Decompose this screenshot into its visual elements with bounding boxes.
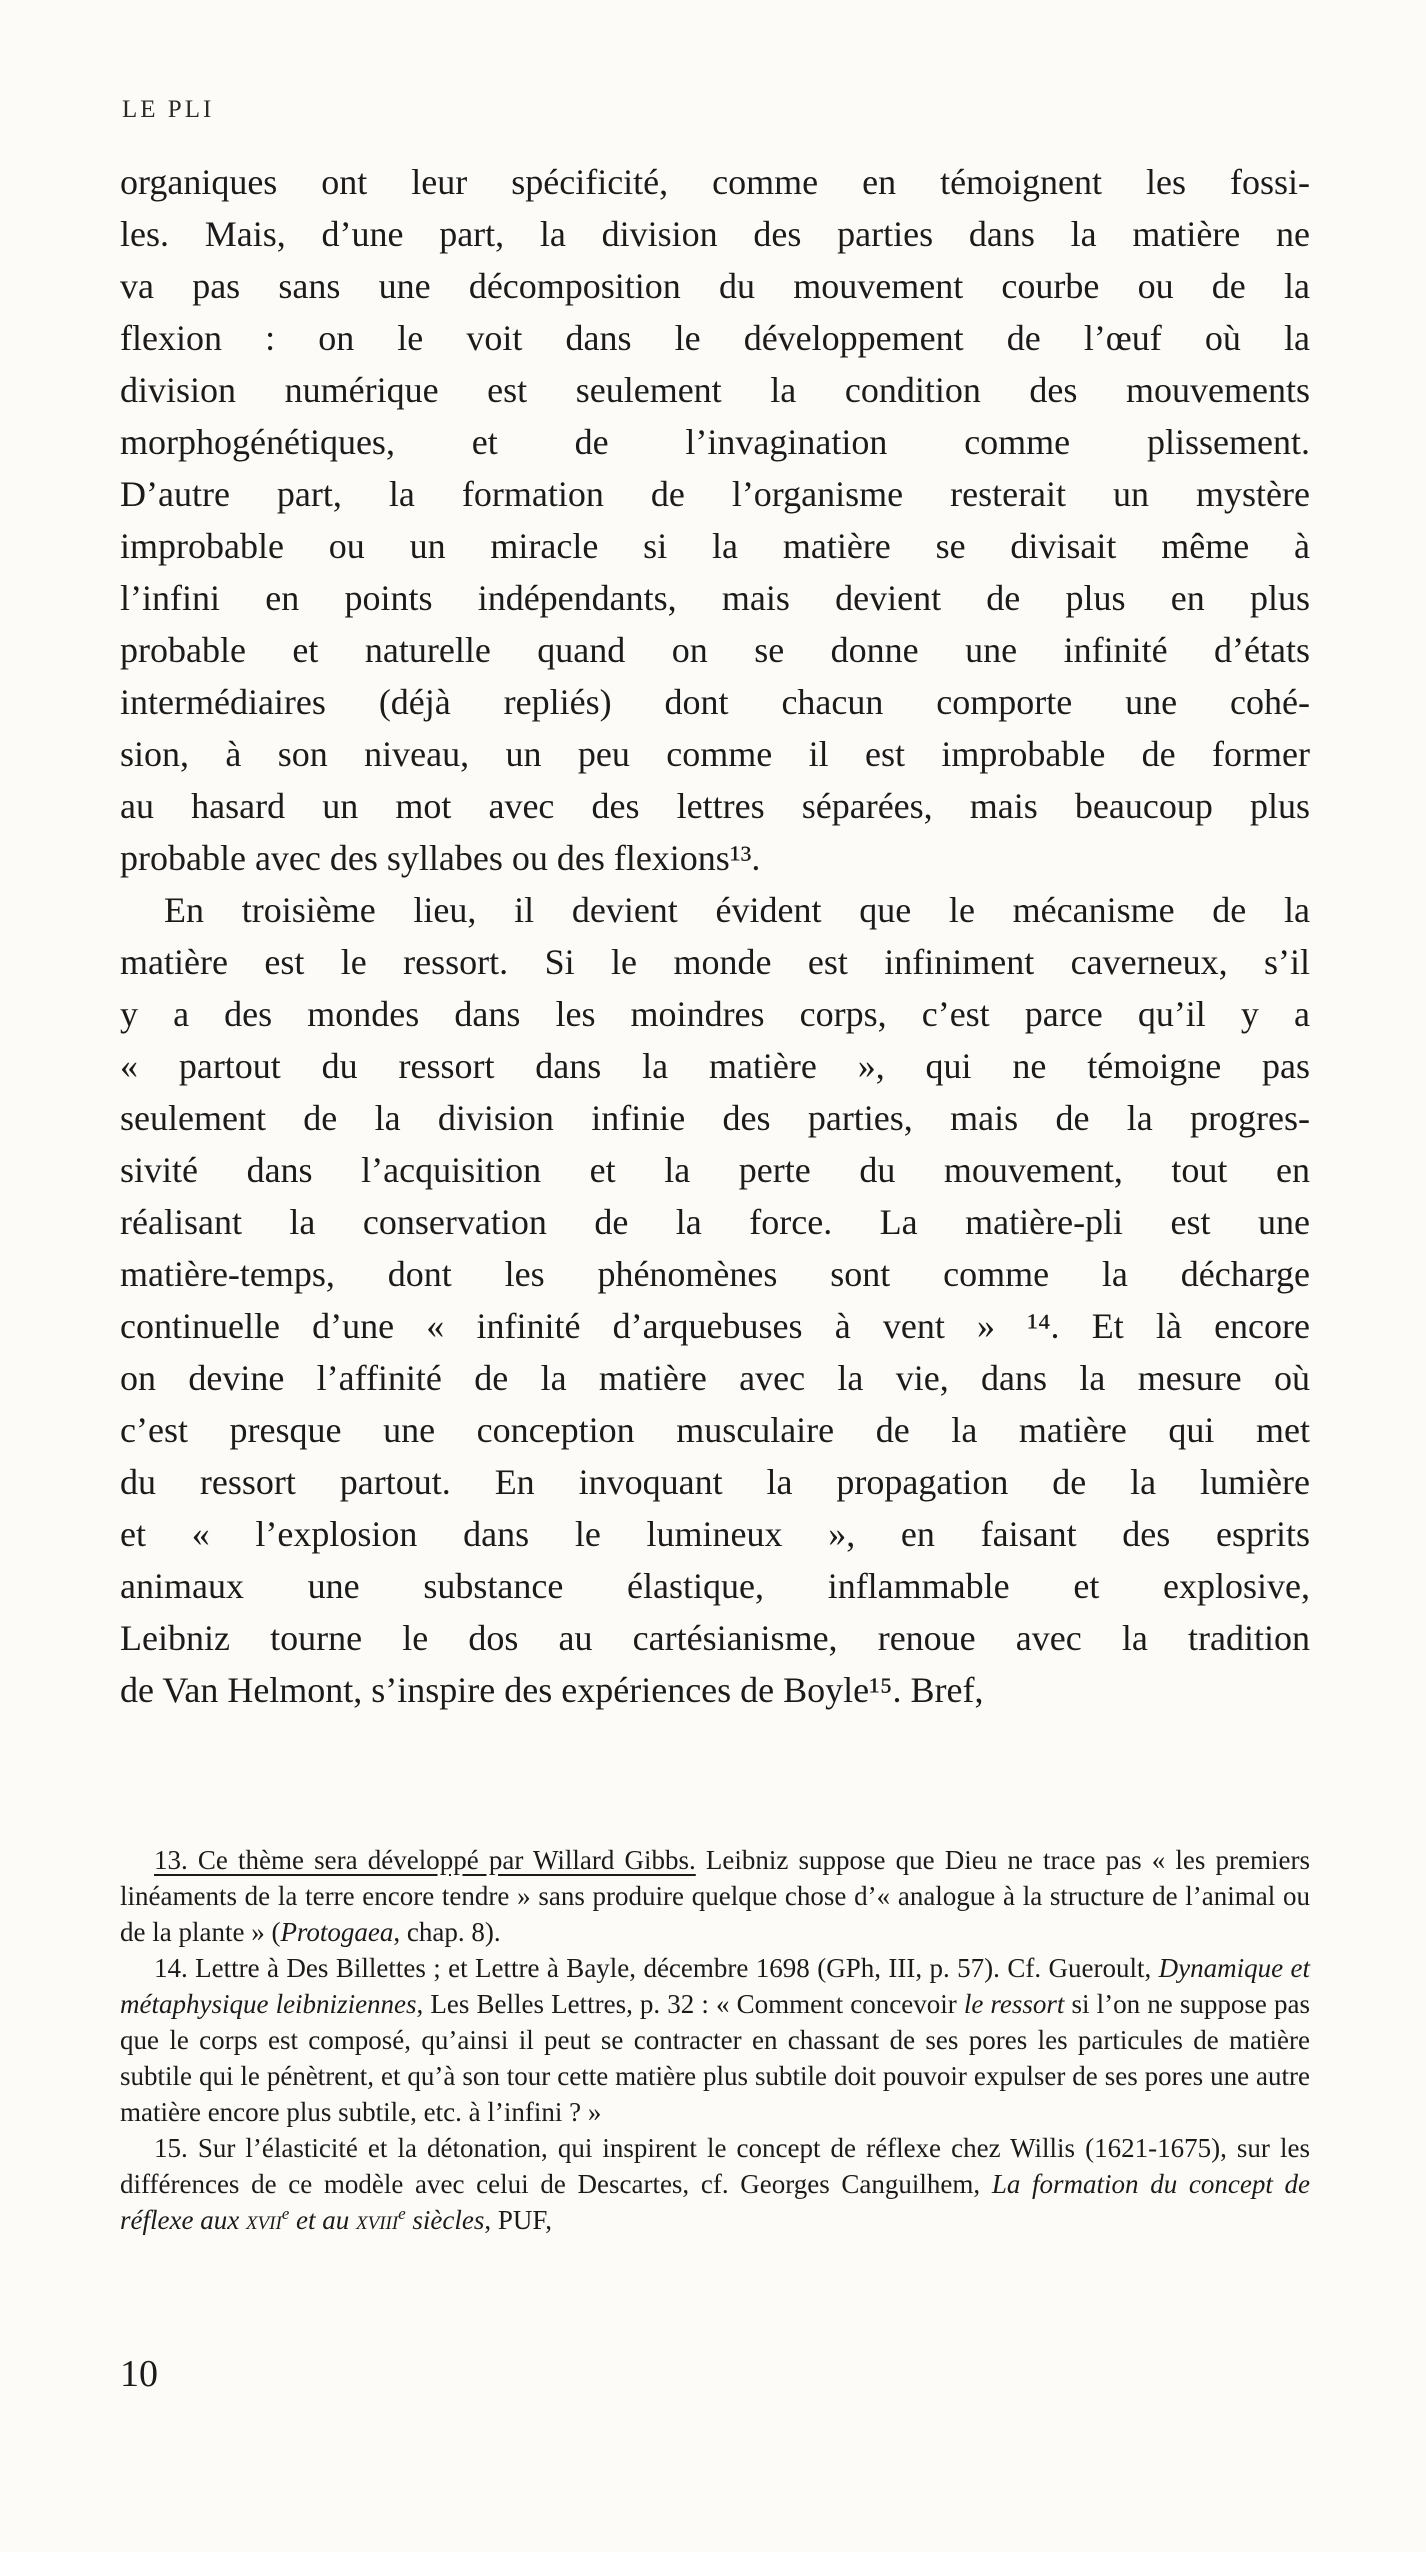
text-line: de Van Helmont, s’inspire des expériences de Boyle¹⁵. Bref, (120, 1670, 984, 1710)
text-line: organiques ont leur spécificité, comme en témoignent les fossi- (120, 162, 1310, 202)
text-line: l’infini en points indépendants, mais devient de plus en plus (120, 578, 1310, 618)
text-line: animaux une substance élastique, inflammable et explosive, (120, 1566, 1310, 1606)
footnote (120, 2130, 1310, 2238)
text-line: Leibniz tourne le dos au cartésianisme, renoue avec la tradition (120, 1618, 1310, 1658)
text-line: continuelle d’une « infinité d’arquebuses à vent » ¹⁴. Et là encore (120, 1306, 1310, 1346)
text-line: seulement de la division infinie des parties, mais de la progres- (120, 1098, 1310, 1138)
footnote-text-segment: xvii (245, 2205, 282, 2235)
footnote-text-segment: siècles (405, 2205, 485, 2235)
text-line: « partout du ressort dans la matière », qui ne témoigne pas (120, 1046, 1310, 1086)
footnote-text-segment: , chap. 8). (393, 1917, 501, 1947)
footnote-text-segment: 15. Sur l’élasticité et la détonation, qui inspirent le concept de réflexe chez Willis (1621-1675), sur les différences de ce modèle avec celui de Descartes, cf. Georges Canguilhem, (120, 2133, 1310, 2199)
footnote-text-segment: xviii (356, 2205, 399, 2235)
footnote-text-segment: le ressort (963, 1989, 1065, 2019)
footnote-text-segment: , PUF, (484, 2205, 552, 2235)
text-line: flexion : on le voit dans le développement de l’œuf où la (120, 318, 1310, 358)
footnote-text-segment: 14. Lettre à Des Billettes ; et Lettre à Bayle, décembre 1698 (GPh, III, p. 57). Cf. Gueroult, (154, 1953, 1159, 1983)
footnote-text-segment: si l’on ne suppose pas que le corps est composé, qu’ainsi il peut se contracter en chassant de ses pores les particules de matière subtile qui le pénètrent, et qu’à son tour cette matière plus subtile doit pouvoir expulser de ses pores une autre matière encore plus subtile, etc. à l’infini ? » (120, 1989, 1310, 2127)
text-line: réalisant la conservation de la force. La matière-pli est une (120, 1202, 1310, 1242)
footnote (120, 1950, 1310, 2130)
text-line: En troisième lieu, il devient évident que le mécanisme de la (164, 890, 1310, 930)
footnote-text-segment: 13. Ce thème sera développé par Willard Gibbs. (154, 1845, 696, 1875)
text-line: sion, à son niveau, un peu comme il est improbable de former (120, 734, 1310, 774)
text-line: va pas sans une décomposition du mouvement courbe ou de la (120, 266, 1310, 306)
text-line: matière est le ressort. Si le monde est infiniment caverneux, s’il (120, 942, 1310, 982)
text-line: probable avec des syllabes ou des flexions¹³. (120, 838, 761, 878)
text-line: division numérique est seulement la condition des mouvements (120, 370, 1310, 410)
footnote (120, 1842, 1310, 1950)
superscript: e (281, 2204, 290, 2223)
text-line: matière-temps, dont les phénomènes sont comme la décharge (120, 1254, 1310, 1294)
text-line: improbable ou un miracle si la matière se divisait même à (120, 526, 1310, 566)
page-number: 10 (120, 2353, 158, 2395)
footnote-text-segment: Protogaea (280, 1917, 394, 1947)
footnote-text-segment: Dynamique et métaphysique leibniziennes (120, 1953, 1311, 2019)
text-line: au hasard un mot avec des lettres séparées, mais beaucoup plus (120, 786, 1310, 826)
superscript: e (398, 2204, 406, 2223)
text-line: sivité dans l’acquisition et la perte du mouvement, tout en (120, 1150, 1310, 1190)
text-line: D’autre part, la formation de l’organisme resterait un mystère (120, 474, 1310, 514)
text-line: les. Mais, d’une part, la division des parties dans la matière ne (120, 214, 1310, 254)
footnote-list (120, 1842, 1310, 2238)
text-line: intermédiaires (déjà repliés) dont chacun comporte une cohé- (120, 682, 1310, 722)
text-line: on devine l’affinité de la matière avec la vie, dans la mesure où (120, 1358, 1310, 1398)
footnote-text-segment: La formation du concept de réflexe aux (120, 2169, 1310, 2235)
text-line: morphogénétiques, et de l’invagination comme plissement. (120, 422, 1310, 462)
text-line: c’est presque une conception musculaire de la matière qui met (120, 1410, 1310, 1450)
text-line: probable et naturelle quand on se donne une infinité d’états (120, 630, 1310, 670)
text-line: du ressort partout. En invoquant la propagation de la lumière (120, 1462, 1310, 1502)
text-line: y a des mondes dans les moindres corps, c’est parce qu’il y a (120, 994, 1310, 1034)
footnote-text-segment: et au (289, 2205, 356, 2235)
body-text (120, 156, 1310, 1716)
text-line: et « l’explosion dans le lumineux », en faisant des esprits (120, 1514, 1310, 1554)
running-header: LE PLI (122, 96, 215, 123)
footnote-text-segment: , Les Belles Lettres, p. 32 : « Comment concevoir (416, 1989, 964, 2019)
footnote-text-segment: Leibniz suppose que Dieu ne trace pas « les premiers linéaments de la terre encore tendre » sans produire quelque chose d’« analogue à la structure de l’animal ou de la plante » ( (120, 1845, 1310, 1947)
